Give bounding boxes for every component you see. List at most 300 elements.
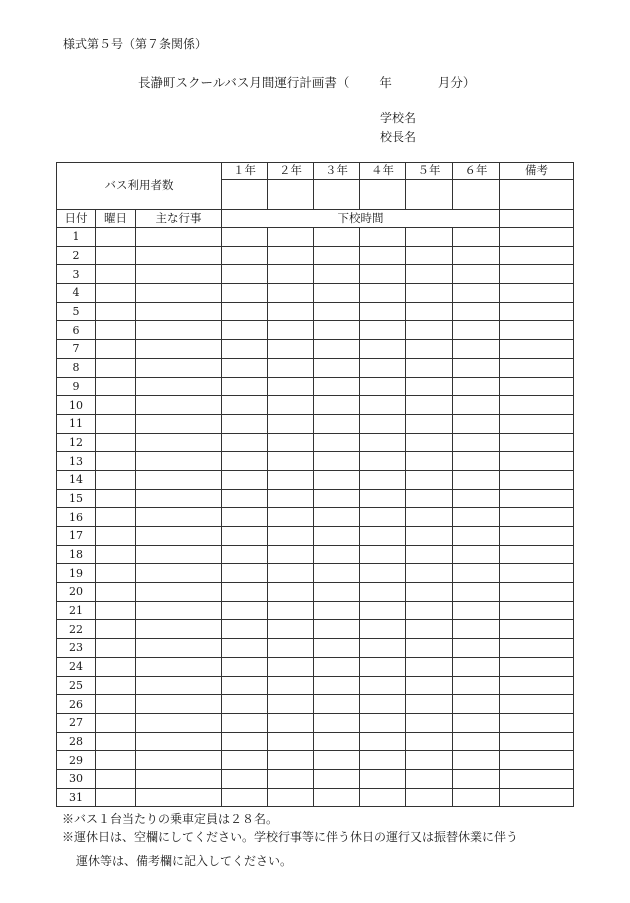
time-cell-6[interactable] bbox=[453, 527, 500, 546]
remarks-cell[interactable] bbox=[500, 414, 574, 433]
time-cell-1[interactable] bbox=[222, 564, 268, 583]
time-cell-3[interactable] bbox=[314, 732, 360, 751]
events-cell[interactable] bbox=[136, 788, 222, 807]
events-cell[interactable] bbox=[136, 433, 222, 452]
grade-5-count-cell[interactable] bbox=[406, 180, 453, 210]
time-cell-4[interactable] bbox=[360, 470, 406, 489]
time-cell-5[interactable] bbox=[406, 657, 453, 676]
events-cell[interactable] bbox=[136, 470, 222, 489]
events-cell[interactable] bbox=[136, 676, 222, 695]
weekday-cell[interactable] bbox=[96, 265, 136, 284]
time-cell-5[interactable] bbox=[406, 414, 453, 433]
time-cell-1[interactable] bbox=[222, 508, 268, 527]
time-cell-3[interactable] bbox=[314, 489, 360, 508]
time-cell-4[interactable] bbox=[360, 452, 406, 471]
time-cell-3[interactable] bbox=[314, 321, 360, 340]
time-cell-3[interactable] bbox=[314, 751, 360, 770]
time-cell-4[interactable] bbox=[360, 321, 406, 340]
remarks-count-cell[interactable] bbox=[500, 180, 574, 210]
time-cell-5[interactable] bbox=[406, 751, 453, 770]
time-cell-3[interactable] bbox=[314, 265, 360, 284]
time-cell-5[interactable] bbox=[406, 470, 453, 489]
remarks-cell[interactable] bbox=[500, 601, 574, 620]
time-cell-4[interactable] bbox=[360, 414, 406, 433]
time-cell-6[interactable] bbox=[453, 676, 500, 695]
remarks-cell[interactable] bbox=[500, 769, 574, 788]
time-cell-2[interactable] bbox=[268, 769, 314, 788]
events-cell[interactable] bbox=[136, 284, 222, 303]
remarks-cell[interactable] bbox=[500, 358, 574, 377]
events-header: 主な行事 bbox=[136, 210, 222, 228]
remarks-cell[interactable] bbox=[500, 452, 574, 471]
time-cell-2[interactable] bbox=[268, 657, 314, 676]
weekday-cell[interactable] bbox=[96, 358, 136, 377]
events-cell[interactable] bbox=[136, 695, 222, 714]
events-cell[interactable] bbox=[136, 228, 222, 247]
weekday-cell[interactable] bbox=[96, 470, 136, 489]
time-cell-1[interactable] bbox=[222, 545, 268, 564]
time-cell-4[interactable] bbox=[360, 583, 406, 602]
time-cell-2[interactable] bbox=[268, 695, 314, 714]
time-cell-1[interactable] bbox=[222, 769, 268, 788]
time-cell-2[interactable] bbox=[268, 545, 314, 564]
remarks-cell[interactable] bbox=[500, 508, 574, 527]
weekday-cell[interactable] bbox=[96, 284, 136, 303]
time-cell-1[interactable] bbox=[222, 583, 268, 602]
time-cell-5[interactable] bbox=[406, 732, 453, 751]
events-cell[interactable] bbox=[136, 340, 222, 359]
time-cell-4[interactable] bbox=[360, 228, 406, 247]
time-cell-3[interactable] bbox=[314, 601, 360, 620]
events-cell[interactable] bbox=[136, 583, 222, 602]
time-cell-6[interactable] bbox=[453, 377, 500, 396]
time-cell-1[interactable] bbox=[222, 340, 268, 359]
time-cell-1[interactable] bbox=[222, 527, 268, 546]
time-cell-6[interactable] bbox=[453, 452, 500, 471]
time-cell-6[interactable] bbox=[453, 470, 500, 489]
grade-6-count-cell[interactable] bbox=[453, 180, 500, 210]
time-cell-1[interactable] bbox=[222, 639, 268, 658]
time-cell-5[interactable] bbox=[406, 489, 453, 508]
time-cell-2[interactable] bbox=[268, 732, 314, 751]
remarks-cell[interactable] bbox=[500, 228, 574, 247]
remarks-cell[interactable] bbox=[500, 564, 574, 583]
time-cell-2[interactable] bbox=[268, 377, 314, 396]
weekday-cell[interactable] bbox=[96, 414, 136, 433]
time-cell-5[interactable] bbox=[406, 639, 453, 658]
events-cell[interactable] bbox=[136, 452, 222, 471]
weekday-cell[interactable] bbox=[96, 788, 136, 807]
time-cell-2[interactable] bbox=[268, 228, 314, 247]
time-cell-1[interactable] bbox=[222, 713, 268, 732]
events-cell[interactable] bbox=[136, 527, 222, 546]
time-cell-3[interactable] bbox=[314, 713, 360, 732]
time-cell-6[interactable] bbox=[453, 601, 500, 620]
time-cell-3[interactable] bbox=[314, 228, 360, 247]
time-cell-4[interactable] bbox=[360, 284, 406, 303]
grade-2-count-cell[interactable] bbox=[268, 180, 314, 210]
time-cell-2[interactable] bbox=[268, 302, 314, 321]
time-cell-2[interactable] bbox=[268, 265, 314, 284]
time-cell-3[interactable] bbox=[314, 620, 360, 639]
time-cell-2[interactable] bbox=[268, 639, 314, 658]
events-cell[interactable] bbox=[136, 414, 222, 433]
time-cell-5[interactable] bbox=[406, 396, 453, 415]
grade-3-header: ３年 bbox=[314, 163, 360, 180]
time-cell-6[interactable] bbox=[453, 639, 500, 658]
time-cell-5[interactable] bbox=[406, 564, 453, 583]
events-cell[interactable] bbox=[136, 601, 222, 620]
remarks-cell[interactable] bbox=[500, 713, 574, 732]
time-cell-6[interactable] bbox=[453, 769, 500, 788]
time-cell-4[interactable] bbox=[360, 433, 406, 452]
time-cell-5[interactable] bbox=[406, 676, 453, 695]
time-cell-2[interactable] bbox=[268, 470, 314, 489]
time-cell-4[interactable] bbox=[360, 601, 406, 620]
remarks-cell[interactable] bbox=[500, 583, 574, 602]
time-cell-4[interactable] bbox=[360, 695, 406, 714]
time-cell-5[interactable] bbox=[406, 302, 453, 321]
time-cell-1[interactable] bbox=[222, 377, 268, 396]
remarks-cell[interactable] bbox=[500, 620, 574, 639]
time-cell-4[interactable] bbox=[360, 489, 406, 508]
time-cell-3[interactable] bbox=[314, 769, 360, 788]
time-cell-4[interactable] bbox=[360, 265, 406, 284]
time-cell-3[interactable] bbox=[314, 639, 360, 658]
remarks-cell[interactable] bbox=[500, 489, 574, 508]
time-cell-5[interactable] bbox=[406, 769, 453, 788]
time-cell-1[interactable] bbox=[222, 246, 268, 265]
time-cell-1[interactable] bbox=[222, 284, 268, 303]
time-cell-6[interactable] bbox=[453, 265, 500, 284]
time-cell-2[interactable] bbox=[268, 452, 314, 471]
remarks-cell[interactable] bbox=[500, 340, 574, 359]
monthly-plan-table bbox=[56, 162, 574, 807]
events-cell[interactable] bbox=[136, 508, 222, 527]
time-cell-6[interactable] bbox=[453, 620, 500, 639]
school-name-label: 学校名 bbox=[380, 111, 417, 125]
weekday-cell[interactable] bbox=[96, 508, 136, 527]
time-cell-5[interactable] bbox=[406, 695, 453, 714]
time-cell-6[interactable] bbox=[453, 340, 500, 359]
time-cell-3[interactable] bbox=[314, 452, 360, 471]
time-cell-6[interactable] bbox=[453, 713, 500, 732]
remarks-cell[interactable] bbox=[500, 527, 574, 546]
time-cell-4[interactable] bbox=[360, 302, 406, 321]
time-cell-5[interactable] bbox=[406, 452, 453, 471]
events-cell[interactable] bbox=[136, 732, 222, 751]
time-cell-4[interactable] bbox=[360, 545, 406, 564]
remarks-cell[interactable] bbox=[500, 302, 574, 321]
weekday-cell[interactable] bbox=[96, 321, 136, 340]
time-cell-5[interactable] bbox=[406, 433, 453, 452]
day-number: 12 bbox=[57, 433, 96, 452]
weekday-cell[interactable] bbox=[96, 489, 136, 508]
time-cell-1[interactable] bbox=[222, 676, 268, 695]
time-cell-3[interactable] bbox=[314, 433, 360, 452]
time-cell-4[interactable] bbox=[360, 676, 406, 695]
time-cell-4[interactable] bbox=[360, 358, 406, 377]
time-cell-4[interactable] bbox=[360, 751, 406, 770]
weekday-cell[interactable] bbox=[96, 545, 136, 564]
time-cell-5[interactable] bbox=[406, 265, 453, 284]
time-cell-6[interactable] bbox=[453, 489, 500, 508]
time-cell-5[interactable] bbox=[406, 545, 453, 564]
time-cell-2[interactable] bbox=[268, 246, 314, 265]
time-cell-2[interactable] bbox=[268, 788, 314, 807]
time-cell-1[interactable] bbox=[222, 620, 268, 639]
events-cell[interactable] bbox=[136, 751, 222, 770]
time-cell-4[interactable] bbox=[360, 657, 406, 676]
time-cell-6[interactable] bbox=[453, 358, 500, 377]
weekday-cell[interactable] bbox=[96, 302, 136, 321]
time-cell-1[interactable] bbox=[222, 414, 268, 433]
time-cell-3[interactable] bbox=[314, 414, 360, 433]
time-cell-3[interactable] bbox=[314, 695, 360, 714]
time-cell-3[interactable] bbox=[314, 358, 360, 377]
table-row bbox=[57, 620, 574, 639]
time-cell-6[interactable] bbox=[453, 414, 500, 433]
time-cell-3[interactable] bbox=[314, 377, 360, 396]
events-cell[interactable] bbox=[136, 639, 222, 658]
events-cell[interactable] bbox=[136, 377, 222, 396]
time-cell-2[interactable] bbox=[268, 583, 314, 602]
time-cell-5[interactable] bbox=[406, 713, 453, 732]
remarks-cell[interactable] bbox=[500, 732, 574, 751]
remarks-cell[interactable] bbox=[500, 657, 574, 676]
time-cell-2[interactable] bbox=[268, 508, 314, 527]
time-cell-4[interactable] bbox=[360, 732, 406, 751]
time-cell-2[interactable] bbox=[268, 284, 314, 303]
time-cell-1[interactable] bbox=[222, 489, 268, 508]
day-number: 14 bbox=[57, 470, 96, 489]
weekday-cell[interactable] bbox=[96, 713, 136, 732]
time-cell-1[interactable] bbox=[222, 321, 268, 340]
time-cell-1[interactable] bbox=[222, 695, 268, 714]
weekday-cell[interactable] bbox=[96, 228, 136, 247]
time-cell-5[interactable] bbox=[406, 620, 453, 639]
time-cell-4[interactable] bbox=[360, 508, 406, 527]
time-cell-2[interactable] bbox=[268, 527, 314, 546]
time-cell-2[interactable] bbox=[268, 564, 314, 583]
time-cell-6[interactable] bbox=[453, 433, 500, 452]
time-cell-4[interactable] bbox=[360, 396, 406, 415]
events-cell[interactable] bbox=[136, 620, 222, 639]
time-cell-6[interactable] bbox=[453, 788, 500, 807]
time-cell-1[interactable] bbox=[222, 470, 268, 489]
time-cell-2[interactable] bbox=[268, 433, 314, 452]
time-cell-5[interactable] bbox=[406, 284, 453, 303]
time-cell-3[interactable] bbox=[314, 527, 360, 546]
events-cell[interactable] bbox=[136, 657, 222, 676]
time-cell-3[interactable] bbox=[314, 284, 360, 303]
time-cell-1[interactable] bbox=[222, 396, 268, 415]
remarks-cell[interactable] bbox=[500, 321, 574, 340]
time-cell-1[interactable] bbox=[222, 433, 268, 452]
time-cell-5[interactable] bbox=[406, 788, 453, 807]
day-number: 31 bbox=[57, 788, 96, 807]
time-cell-6[interactable] bbox=[453, 695, 500, 714]
time-cell-2[interactable] bbox=[268, 601, 314, 620]
time-cell-5[interactable] bbox=[406, 508, 453, 527]
remarks-cell[interactable] bbox=[500, 284, 574, 303]
time-cell-3[interactable] bbox=[314, 657, 360, 676]
weekday-cell[interactable] bbox=[96, 657, 136, 676]
time-cell-3[interactable] bbox=[314, 246, 360, 265]
remarks-cell[interactable] bbox=[500, 433, 574, 452]
table-row bbox=[57, 732, 574, 751]
time-cell-1[interactable] bbox=[222, 265, 268, 284]
remarks-cell[interactable] bbox=[500, 695, 574, 714]
time-cell-1[interactable] bbox=[222, 302, 268, 321]
time-cell-6[interactable] bbox=[453, 284, 500, 303]
remarks-cell[interactable] bbox=[500, 676, 574, 695]
time-cell-1[interactable] bbox=[222, 601, 268, 620]
events-cell[interactable] bbox=[136, 246, 222, 265]
time-cell-6[interactable] bbox=[453, 228, 500, 247]
time-cell-2[interactable] bbox=[268, 340, 314, 359]
table-row bbox=[57, 340, 574, 359]
events-cell[interactable] bbox=[136, 302, 222, 321]
time-cell-4[interactable] bbox=[360, 639, 406, 658]
time-cell-2[interactable] bbox=[268, 396, 314, 415]
weekday-cell[interactable] bbox=[96, 695, 136, 714]
time-cell-3[interactable] bbox=[314, 508, 360, 527]
time-cell-4[interactable] bbox=[360, 564, 406, 583]
events-cell[interactable] bbox=[136, 564, 222, 583]
time-cell-3[interactable] bbox=[314, 583, 360, 602]
time-cell-5[interactable] bbox=[406, 377, 453, 396]
time-cell-6[interactable] bbox=[453, 583, 500, 602]
time-cell-6[interactable] bbox=[453, 508, 500, 527]
time-cell-1[interactable] bbox=[222, 751, 268, 770]
weekday-cell[interactable] bbox=[96, 452, 136, 471]
time-cell-3[interactable] bbox=[314, 545, 360, 564]
events-cell[interactable] bbox=[136, 489, 222, 508]
time-cell-6[interactable] bbox=[453, 545, 500, 564]
time-cell-2[interactable] bbox=[268, 620, 314, 639]
grade-1-count-cell[interactable] bbox=[222, 180, 268, 210]
time-cell-4[interactable] bbox=[360, 246, 406, 265]
events-cell[interactable] bbox=[136, 396, 222, 415]
time-cell-2[interactable] bbox=[268, 321, 314, 340]
time-cell-1[interactable] bbox=[222, 657, 268, 676]
weekday-cell[interactable] bbox=[96, 676, 136, 695]
weekday-cell[interactable] bbox=[96, 564, 136, 583]
time-cell-4[interactable] bbox=[360, 769, 406, 788]
time-cell-4[interactable] bbox=[360, 527, 406, 546]
time-cell-4[interactable] bbox=[360, 788, 406, 807]
time-cell-6[interactable] bbox=[453, 396, 500, 415]
time-cell-3[interactable] bbox=[314, 676, 360, 695]
weekday-cell[interactable] bbox=[96, 639, 136, 658]
time-cell-1[interactable] bbox=[222, 358, 268, 377]
events-cell[interactable] bbox=[136, 545, 222, 564]
time-cell-4[interactable] bbox=[360, 713, 406, 732]
time-cell-3[interactable] bbox=[314, 470, 360, 489]
events-cell[interactable] bbox=[136, 358, 222, 377]
events-cell[interactable] bbox=[136, 713, 222, 732]
weekday-cell[interactable] bbox=[96, 340, 136, 359]
time-cell-4[interactable] bbox=[360, 340, 406, 359]
remarks-cell[interactable] bbox=[500, 246, 574, 265]
remarks-cell[interactable] bbox=[500, 751, 574, 770]
day-number: 24 bbox=[57, 657, 96, 676]
remarks-cell[interactable] bbox=[500, 396, 574, 415]
time-cell-3[interactable] bbox=[314, 564, 360, 583]
remarks-cell[interactable] bbox=[500, 377, 574, 396]
time-cell-2[interactable] bbox=[268, 489, 314, 508]
weekday-cell[interactable] bbox=[96, 396, 136, 415]
time-cell-5[interactable] bbox=[406, 601, 453, 620]
weekday-cell[interactable] bbox=[96, 620, 136, 639]
time-cell-5[interactable] bbox=[406, 228, 453, 247]
weekday-cell[interactable] bbox=[96, 433, 136, 452]
time-cell-5[interactable] bbox=[406, 527, 453, 546]
weekday-cell[interactable] bbox=[96, 527, 136, 546]
time-cell-6[interactable] bbox=[453, 657, 500, 676]
time-cell-5[interactable] bbox=[406, 321, 453, 340]
weekday-cell[interactable] bbox=[96, 246, 136, 265]
time-cell-5[interactable] bbox=[406, 583, 453, 602]
grade-4-count-cell[interactable] bbox=[360, 180, 406, 210]
events-cell[interactable] bbox=[136, 321, 222, 340]
time-cell-4[interactable] bbox=[360, 377, 406, 396]
remarks-cell[interactable] bbox=[500, 639, 574, 658]
table-row bbox=[57, 695, 574, 714]
time-cell-6[interactable] bbox=[453, 732, 500, 751]
time-cell-6[interactable] bbox=[453, 321, 500, 340]
weekday-cell[interactable] bbox=[96, 601, 136, 620]
time-cell-3[interactable] bbox=[314, 340, 360, 359]
events-cell[interactable] bbox=[136, 265, 222, 284]
time-cell-2[interactable] bbox=[268, 358, 314, 377]
time-cell-2[interactable] bbox=[268, 414, 314, 433]
weekday-cell[interactable] bbox=[96, 583, 136, 602]
remarks-cell[interactable] bbox=[500, 470, 574, 489]
time-cell-6[interactable] bbox=[453, 246, 500, 265]
time-cell-5[interactable] bbox=[406, 358, 453, 377]
weekday-cell[interactable] bbox=[96, 769, 136, 788]
remarks-cell[interactable] bbox=[500, 788, 574, 807]
time-cell-5[interactable] bbox=[406, 340, 453, 359]
time-cell-6[interactable] bbox=[453, 302, 500, 321]
time-cell-5[interactable] bbox=[406, 246, 453, 265]
time-cell-1[interactable] bbox=[222, 452, 268, 471]
grade-3-count-cell[interactable] bbox=[314, 180, 360, 210]
time-cell-3[interactable] bbox=[314, 788, 360, 807]
time-cell-3[interactable] bbox=[314, 302, 360, 321]
time-cell-2[interactable] bbox=[268, 751, 314, 770]
time-cell-2[interactable] bbox=[268, 676, 314, 695]
weekday-header: 曜日 bbox=[96, 210, 136, 228]
time-cell-4[interactable] bbox=[360, 620, 406, 639]
weekday-cell[interactable] bbox=[96, 377, 136, 396]
remarks-cell[interactable] bbox=[500, 545, 574, 564]
time-cell-6[interactable] bbox=[453, 564, 500, 583]
remarks-cell[interactable] bbox=[500, 265, 574, 284]
table-row bbox=[57, 265, 574, 284]
time-cell-3[interactable] bbox=[314, 396, 360, 415]
time-cell-1[interactable] bbox=[222, 788, 268, 807]
time-cell-6[interactable] bbox=[453, 751, 500, 770]
weekday-cell[interactable] bbox=[96, 751, 136, 770]
time-cell-1[interactable] bbox=[222, 732, 268, 751]
weekday-cell[interactable] bbox=[96, 732, 136, 751]
time-cell-2[interactable] bbox=[268, 713, 314, 732]
time-cell-1[interactable] bbox=[222, 228, 268, 247]
events-cell[interactable] bbox=[136, 769, 222, 788]
